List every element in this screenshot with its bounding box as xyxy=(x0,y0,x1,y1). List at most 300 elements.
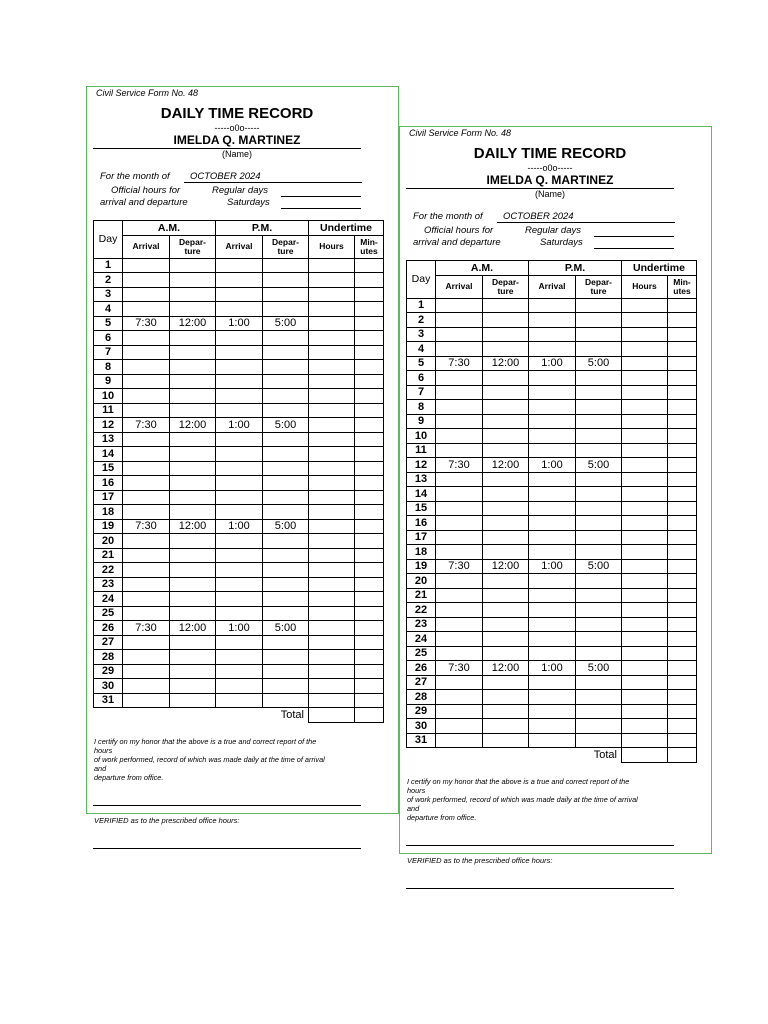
undertime-hours-cell xyxy=(309,316,355,331)
day-number: 29 xyxy=(94,664,123,679)
certification-line: departure from office. xyxy=(94,773,164,782)
undertime-hours-cell xyxy=(622,530,668,545)
title-separator: -----o0o----- xyxy=(527,163,573,173)
am-arrival-cell: 7:30 xyxy=(123,519,170,534)
pm-departure-cell xyxy=(576,588,622,603)
time-record-table xyxy=(93,220,384,723)
saturdays-label: Saturdays xyxy=(227,197,270,208)
am-departure-cell xyxy=(483,733,529,748)
certification-text xyxy=(407,777,677,822)
day-number: 15 xyxy=(94,461,123,476)
pm-arrival-cell xyxy=(216,606,263,621)
am-departure-cell xyxy=(170,331,216,346)
undertime-hours-cell xyxy=(309,403,355,418)
am-arrival-cell xyxy=(123,534,170,549)
day-number: 2 xyxy=(94,273,123,288)
pm-arrival-cell: 1:00 xyxy=(216,621,263,636)
pm-arrival-cell xyxy=(529,327,576,342)
pm-departure-cell xyxy=(263,490,309,505)
am-departure-cell xyxy=(483,487,529,502)
undertime-minutes-header: Min- utes xyxy=(668,275,697,298)
am-arrival-cell xyxy=(436,617,483,632)
am-departure-cell xyxy=(483,719,529,734)
regular-days-field xyxy=(594,236,674,237)
day-number: 4 xyxy=(94,302,123,317)
day-number: 10 xyxy=(407,429,436,444)
table-row xyxy=(407,704,697,719)
undertime-minutes-cell xyxy=(668,516,697,531)
undertime-minutes-cell xyxy=(355,461,384,476)
pm-arrival-cell: 1:00 xyxy=(529,458,576,473)
undertime-hours-cell xyxy=(622,675,668,690)
table-row xyxy=(94,476,384,491)
undertime-minutes-cell xyxy=(355,519,384,534)
table-row xyxy=(407,443,697,458)
pm-arrival-cell xyxy=(529,443,576,458)
day-number: 4 xyxy=(407,342,436,357)
am-arrival-cell xyxy=(123,592,170,607)
undertime-hours-cell xyxy=(309,621,355,636)
am-departure-cell xyxy=(483,603,529,618)
pm-departure-cell xyxy=(263,461,309,476)
undertime-hours-cell xyxy=(622,313,668,328)
pm-arrival-cell: 1:00 xyxy=(529,559,576,574)
table-row xyxy=(94,302,384,317)
pm-departure-header: Depar- ture xyxy=(263,235,309,258)
undertime-minutes-cell xyxy=(355,548,384,563)
am-arrival-cell xyxy=(436,719,483,734)
undertime-hours-cell xyxy=(309,273,355,288)
table-row xyxy=(407,719,697,734)
am-departure-cell: 12:00 xyxy=(170,519,216,534)
undertime-minutes-cell xyxy=(355,592,384,607)
undertime-hours-cell xyxy=(309,490,355,505)
pm-arrival-cell xyxy=(216,548,263,563)
am-arrival-cell xyxy=(436,530,483,545)
undertime-minutes-cell xyxy=(668,327,697,342)
day-number: 17 xyxy=(94,490,123,505)
undertime-hours-cell xyxy=(622,603,668,618)
table-row xyxy=(94,447,384,462)
am-departure-cell xyxy=(483,443,529,458)
pm-departure-cell xyxy=(576,342,622,357)
undertime-hours-cell xyxy=(622,342,668,357)
pm-departure-cell xyxy=(263,360,309,375)
undertime-minutes-cell xyxy=(355,258,384,273)
pm-departure-cell xyxy=(576,487,622,502)
total-minutes-cell xyxy=(355,708,384,723)
am-arrival-cell xyxy=(123,635,170,650)
undertime-hours-cell xyxy=(309,679,355,694)
pm-departure-cell xyxy=(576,313,622,328)
day-number: 29 xyxy=(407,704,436,719)
day-number: 17 xyxy=(407,530,436,545)
pm-departure-cell xyxy=(263,403,309,418)
undertime-minutes-cell xyxy=(355,679,384,694)
pm-arrival-cell xyxy=(529,313,576,328)
undertime-minutes-cell xyxy=(668,632,697,647)
pm-arrival-header: Arrival xyxy=(216,235,263,258)
pm-arrival-cell xyxy=(529,371,576,386)
pm-arrival-cell xyxy=(529,646,576,661)
day-number: 28 xyxy=(94,650,123,665)
undertime-minutes-cell xyxy=(668,313,697,328)
undertime-hours-cell xyxy=(309,461,355,476)
table-row xyxy=(94,679,384,694)
day-number: 8 xyxy=(407,400,436,415)
undertime-minutes-cell xyxy=(668,458,697,473)
am-departure-cell xyxy=(483,371,529,386)
certification-line: and xyxy=(94,764,107,773)
am-departure-cell xyxy=(483,646,529,661)
pm-arrival-cell xyxy=(529,472,576,487)
day-number: 19 xyxy=(407,559,436,574)
am-departure-cell xyxy=(170,287,216,302)
undertime-minutes-cell xyxy=(355,447,384,462)
pm-departure-cell xyxy=(263,563,309,578)
total-label: Total xyxy=(407,748,622,763)
am-departure-cell xyxy=(170,360,216,375)
am-departure-cell xyxy=(483,632,529,647)
am-arrival-cell xyxy=(123,360,170,375)
pm-departure-cell xyxy=(263,258,309,273)
pm-departure-cell: 5:00 xyxy=(263,621,309,636)
table-row xyxy=(94,664,384,679)
undertime-hours-cell xyxy=(309,577,355,592)
table-row xyxy=(94,505,384,520)
table-row xyxy=(94,418,384,433)
pm-arrival-cell xyxy=(216,374,263,389)
pm-departure-cell xyxy=(576,733,622,748)
form-title: DAILY TIME RECORD xyxy=(473,145,627,162)
undertime-minutes-cell xyxy=(668,356,697,371)
am-departure-cell xyxy=(170,548,216,563)
table-row xyxy=(94,534,384,549)
pm-departure-cell xyxy=(576,530,622,545)
pm-departure-cell xyxy=(263,606,309,621)
day-number: 3 xyxy=(94,287,123,302)
supervisor-signature-line xyxy=(93,848,361,849)
undertime-minutes-cell xyxy=(355,418,384,433)
undertime-minutes-cell xyxy=(355,302,384,317)
pm-arrival-cell xyxy=(216,258,263,273)
certification-line: of work performed, record of which was made daily at the time of arrival xyxy=(407,795,638,804)
day-number: 22 xyxy=(94,563,123,578)
undertime-minutes-cell xyxy=(668,414,697,429)
pm-arrival-cell xyxy=(529,487,576,502)
certification-line: I certify on my honor that the above is a true and correct report of the xyxy=(94,737,317,746)
am-departure-cell xyxy=(483,516,529,531)
total-label: Total xyxy=(94,708,309,723)
am-departure-cell xyxy=(483,530,529,545)
table-row xyxy=(407,385,697,400)
table-row xyxy=(407,690,697,705)
table-row xyxy=(94,287,384,302)
pm-arrival-cell xyxy=(216,505,263,520)
pm-arrival-cell xyxy=(529,704,576,719)
undertime-minutes-cell xyxy=(355,635,384,650)
table-row xyxy=(407,516,697,531)
undertime-hours-cell xyxy=(622,298,668,313)
undertime-hours-cell xyxy=(309,331,355,346)
undertime-hours-cell xyxy=(309,534,355,549)
pm-arrival-cell xyxy=(529,574,576,589)
am-arrival-cell xyxy=(436,414,483,429)
day-number: 10 xyxy=(94,389,123,404)
day-number: 18 xyxy=(407,545,436,560)
table-row xyxy=(94,273,384,288)
pm-departure-cell xyxy=(263,635,309,650)
undertime-minutes-cell xyxy=(355,664,384,679)
day-number: 24 xyxy=(94,592,123,607)
am-arrival-cell xyxy=(436,704,483,719)
table-row xyxy=(407,342,697,357)
pm-arrival-header: Arrival xyxy=(529,275,576,298)
pm-departure-cell xyxy=(576,371,622,386)
undertime-hours-cell xyxy=(622,472,668,487)
pm-arrival-cell xyxy=(529,617,576,632)
am-arrival-cell xyxy=(436,472,483,487)
am-departure-cell xyxy=(170,592,216,607)
am-departure-cell xyxy=(483,472,529,487)
pm-departure-cell xyxy=(263,476,309,491)
am-departure-cell xyxy=(170,563,216,578)
am-departure-cell xyxy=(170,635,216,650)
undertime-hours-cell xyxy=(622,661,668,676)
table-row xyxy=(94,606,384,621)
am-departure-cell xyxy=(483,617,529,632)
undertime-hours-cell xyxy=(309,563,355,578)
undertime-hours-cell xyxy=(309,548,355,563)
pm-departure-cell xyxy=(576,298,622,313)
am-arrival-cell xyxy=(436,371,483,386)
pm-departure-cell xyxy=(576,429,622,444)
am-departure-cell xyxy=(483,704,529,719)
day-number: 31 xyxy=(407,733,436,748)
pm-arrival-cell xyxy=(216,403,263,418)
am-arrival-cell xyxy=(123,664,170,679)
am-departure-cell: 12:00 xyxy=(170,621,216,636)
employee-name: IMELDA Q. MARTINEZ xyxy=(173,133,301,147)
am-arrival-cell xyxy=(123,490,170,505)
table-row xyxy=(407,429,697,444)
undertime-minutes-cell xyxy=(668,559,697,574)
undertime-hours-cell xyxy=(309,519,355,534)
undertime-hours-header: Hours xyxy=(622,275,668,298)
month-value: OCTOBER 2024 xyxy=(497,211,675,223)
day-number: 20 xyxy=(407,574,436,589)
table-row xyxy=(94,635,384,650)
am-departure-cell xyxy=(170,432,216,447)
table-row xyxy=(407,675,697,690)
am-departure-cell xyxy=(483,545,529,560)
table-row xyxy=(407,501,697,516)
table-row xyxy=(94,403,384,418)
am-arrival-cell xyxy=(436,646,483,661)
undertime-header: Undertime xyxy=(309,221,384,236)
am-arrival-cell xyxy=(436,675,483,690)
total-minutes-cell xyxy=(668,748,697,763)
am-departure-cell xyxy=(170,461,216,476)
table-row xyxy=(94,548,384,563)
am-arrival-cell xyxy=(436,588,483,603)
day-number: 5 xyxy=(407,356,436,371)
pm-departure-cell xyxy=(263,505,309,520)
undertime-hours-cell xyxy=(309,635,355,650)
day-number: 25 xyxy=(94,606,123,621)
am-departure-cell xyxy=(170,606,216,621)
table-row xyxy=(407,313,697,328)
total-hours-cell xyxy=(622,748,668,763)
pm-arrival-cell xyxy=(529,429,576,444)
undertime-minutes-cell xyxy=(355,490,384,505)
pm-departure-cell xyxy=(263,679,309,694)
pm-departure-cell: 5:00 xyxy=(576,559,622,574)
table-row xyxy=(407,661,697,676)
undertime-minutes-cell xyxy=(668,733,697,748)
undertime-hours-cell xyxy=(309,664,355,679)
pm-departure-cell: 5:00 xyxy=(263,316,309,331)
am-arrival-cell xyxy=(123,273,170,288)
pm-arrival-cell: 1:00 xyxy=(529,661,576,676)
pm-departure-cell xyxy=(263,389,309,404)
day-number: 27 xyxy=(94,635,123,650)
employee-signature-line xyxy=(93,805,361,806)
table-row xyxy=(407,487,697,502)
form-number: Civil Service Form No. 48 xyxy=(409,128,512,138)
undertime-minutes-cell xyxy=(355,650,384,665)
day-number: 21 xyxy=(407,588,436,603)
day-number: 27 xyxy=(407,675,436,690)
am-arrival-cell xyxy=(436,733,483,748)
table-row xyxy=(94,563,384,578)
undertime-hours-cell xyxy=(309,476,355,491)
am-arrival-cell xyxy=(436,632,483,647)
am-departure-cell xyxy=(483,588,529,603)
pm-arrival-cell xyxy=(216,389,263,404)
undertime-minutes-cell xyxy=(668,429,697,444)
pm-arrival-cell xyxy=(216,345,263,360)
table-row xyxy=(94,331,384,346)
official-hours-label-2: arrival and departure xyxy=(413,237,501,248)
day-number: 9 xyxy=(94,374,123,389)
day-number: 13 xyxy=(407,472,436,487)
am-arrival-cell xyxy=(436,603,483,618)
month-label: For the month of xyxy=(413,211,483,222)
am-arrival-cell xyxy=(123,345,170,360)
undertime-hours-header: Hours xyxy=(309,235,355,258)
am-arrival-cell: 7:30 xyxy=(123,316,170,331)
pm-departure-cell xyxy=(263,592,309,607)
pm-arrival-cell xyxy=(216,476,263,491)
undertime-header: Undertime xyxy=(622,261,697,276)
am-arrival-cell xyxy=(436,313,483,328)
undertime-minutes-cell xyxy=(668,603,697,618)
undertime-hours-cell xyxy=(622,574,668,589)
title-separator: -----o0o----- xyxy=(214,123,260,133)
table-row xyxy=(407,356,697,371)
am-departure-cell xyxy=(170,302,216,317)
pm-departure-cell xyxy=(576,675,622,690)
pm-departure-cell xyxy=(576,690,622,705)
day-number: 5 xyxy=(94,316,123,331)
am-departure-cell xyxy=(170,679,216,694)
am-departure-cell xyxy=(483,501,529,516)
pm-departure-header: Depar- ture xyxy=(576,275,622,298)
undertime-minutes-cell xyxy=(355,534,384,549)
am-arrival-cell xyxy=(436,443,483,458)
table-row xyxy=(94,621,384,636)
day-number: 31 xyxy=(94,693,123,708)
am-arrival-cell xyxy=(436,516,483,531)
pm-departure-cell: 5:00 xyxy=(263,418,309,433)
undertime-hours-cell xyxy=(622,487,668,502)
undertime-minutes-cell xyxy=(668,298,697,313)
undertime-minutes-cell xyxy=(355,693,384,708)
am-departure-cell xyxy=(170,693,216,708)
certification-line: of work performed, record of which was made daily at the time of arrival xyxy=(94,755,325,764)
saturdays-label: Saturdays xyxy=(540,237,583,248)
pm-departure-cell xyxy=(263,693,309,708)
certification-line: departure from office. xyxy=(407,813,477,822)
table-row xyxy=(407,617,697,632)
undertime-minutes-cell xyxy=(668,574,697,589)
pm-arrival-cell xyxy=(529,400,576,415)
day-number: 14 xyxy=(94,447,123,462)
regular-days-label: Regular days xyxy=(525,225,581,236)
pm-arrival-cell xyxy=(216,302,263,317)
day-number: 2 xyxy=(407,313,436,328)
am-departure-cell xyxy=(170,476,216,491)
am-arrival-cell xyxy=(123,258,170,273)
name-caption: (Name) xyxy=(221,149,252,159)
day-number: 25 xyxy=(407,646,436,661)
pm-departure-cell xyxy=(576,617,622,632)
undertime-minutes-cell xyxy=(668,472,697,487)
am-departure-cell xyxy=(170,345,216,360)
am-arrival-cell xyxy=(436,342,483,357)
undertime-hours-cell xyxy=(309,258,355,273)
am-arrival-cell xyxy=(123,374,170,389)
am-arrival-cell: 7:30 xyxy=(436,356,483,371)
am-arrival-cell xyxy=(436,690,483,705)
pm-departure-cell xyxy=(576,574,622,589)
day-header: Day xyxy=(407,261,436,299)
day-number: 24 xyxy=(407,632,436,647)
undertime-minutes-cell xyxy=(668,545,697,560)
pm-departure-cell xyxy=(263,650,309,665)
pm-arrival-cell: 1:00 xyxy=(529,356,576,371)
pm-departure-cell xyxy=(263,345,309,360)
day-number: 11 xyxy=(407,443,436,458)
certification-line: hours xyxy=(407,786,426,795)
table-row xyxy=(407,458,697,473)
day-number: 20 xyxy=(94,534,123,549)
undertime-hours-cell xyxy=(309,650,355,665)
pm-arrival-cell xyxy=(216,650,263,665)
am-departure-cell xyxy=(170,273,216,288)
table-row xyxy=(94,519,384,534)
pm-arrival-cell xyxy=(216,432,263,447)
dtr-form-left xyxy=(86,86,399,825)
undertime-minutes-cell xyxy=(668,342,697,357)
month-label: For the month of xyxy=(100,171,170,182)
pm-departure-cell xyxy=(263,287,309,302)
am-arrival-cell xyxy=(123,577,170,592)
pm-arrival-cell xyxy=(529,342,576,357)
am-arrival-cell xyxy=(123,650,170,665)
undertime-minutes-cell xyxy=(668,501,697,516)
